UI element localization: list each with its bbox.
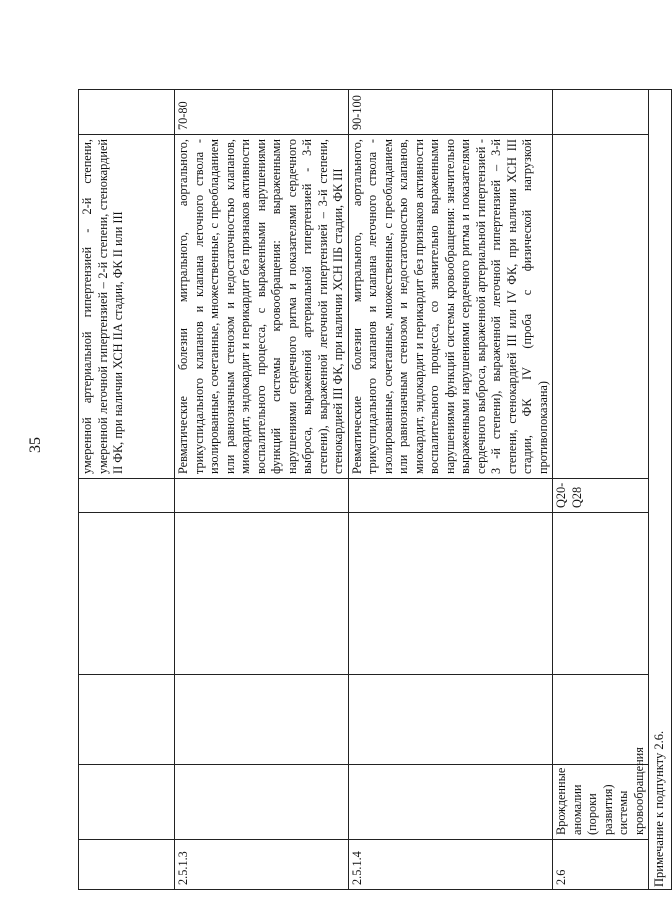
row-col4 — [553, 513, 649, 675]
row-col3 — [348, 675, 553, 765]
rotated-page-content — [78, 90, 666, 890]
table-row — [175, 90, 349, 890]
table-row — [553, 90, 649, 890]
row-percent: 90-100 — [348, 90, 553, 135]
row-name — [175, 765, 349, 840]
row-description: умеренной артериальной гипертензией - 2-й степени, умеренной легочной гипертензией – 2-й степени, стенокардией II ФК, при наличии ХСН IIА стадии, ФК II или III — [79, 135, 175, 479]
row-icd: Q20-Q28 — [553, 479, 649, 513]
row-icd — [79, 479, 175, 513]
row-percent — [79, 90, 175, 135]
table-note: Примечание к подпункту 2.6. — [649, 90, 672, 890]
row-col4 — [175, 513, 349, 675]
row-code: 2.5.1.3 — [175, 840, 349, 890]
table-row — [79, 90, 175, 890]
row-code: 2.6 — [553, 840, 649, 890]
page-number: 35 — [27, 437, 44, 453]
disability-criteria-table — [78, 89, 672, 890]
row-code: 2.5.1.4 — [348, 840, 553, 890]
row-percent: 70-80 — [175, 90, 349, 135]
row-description — [553, 135, 649, 479]
row-description: Ревматические болезни митрального, аортального, трикуспидального клапанов и клапана легочного ствола - изолированные, сочетанные, множественные, с преобладанием или равнозначным стенозом и недостаточностью клапанов, миокардит, эндокардит и перикардит без признаков активности воспалительного процесса, с выраженными нарушениями функций системы кровообращения: выраженными нарушениями сердечного ритма и показателями сердечного выброса, выраженной артериальной гипертензией - 3-й степени), выраженной легочной гипертензией – 3-й степени, стенокардией III ФК, при наличии ХСН IIБ стадии, ФК III — [175, 135, 349, 479]
row-name — [79, 765, 175, 840]
row-col4 — [79, 513, 175, 675]
row-percent — [553, 90, 649, 135]
row-description: Ревматические болезни митрального, аортального, трикуспидального клапанов и клапана легочного ствола - изолированные, сочетанные, множественные, с преобладанием или равнозначным стенозом и недостаточностью клапанов, миокардит, эндокардит и перикардит без признаков активности воспалительного процесса, со значительно выраженными нарушениями функций системы кровообращения: значительно выраженными нарушениями сердечного ритма и показателями сердечного выброса, выраженной артериальной гипертензией - 3 -й степени), выраженной легочной гипертензией – 3-й степени, стенокардией III или IV ФК, при наличии ХСН III стадии, ФК IV (проба с физической нагрузкой противопоказана) — [348, 135, 553, 479]
row-icd — [348, 479, 553, 513]
note-row — [649, 90, 672, 890]
row-col3 — [79, 675, 175, 765]
row-icd — [175, 479, 349, 513]
row-name — [348, 765, 553, 840]
row-name: Врожденные аномалии (пороки развития) системы кровообращения — [553, 765, 649, 840]
row-col4 — [348, 513, 553, 675]
table-row — [348, 90, 553, 890]
row-col3 — [175, 675, 349, 765]
row-code — [79, 840, 175, 890]
